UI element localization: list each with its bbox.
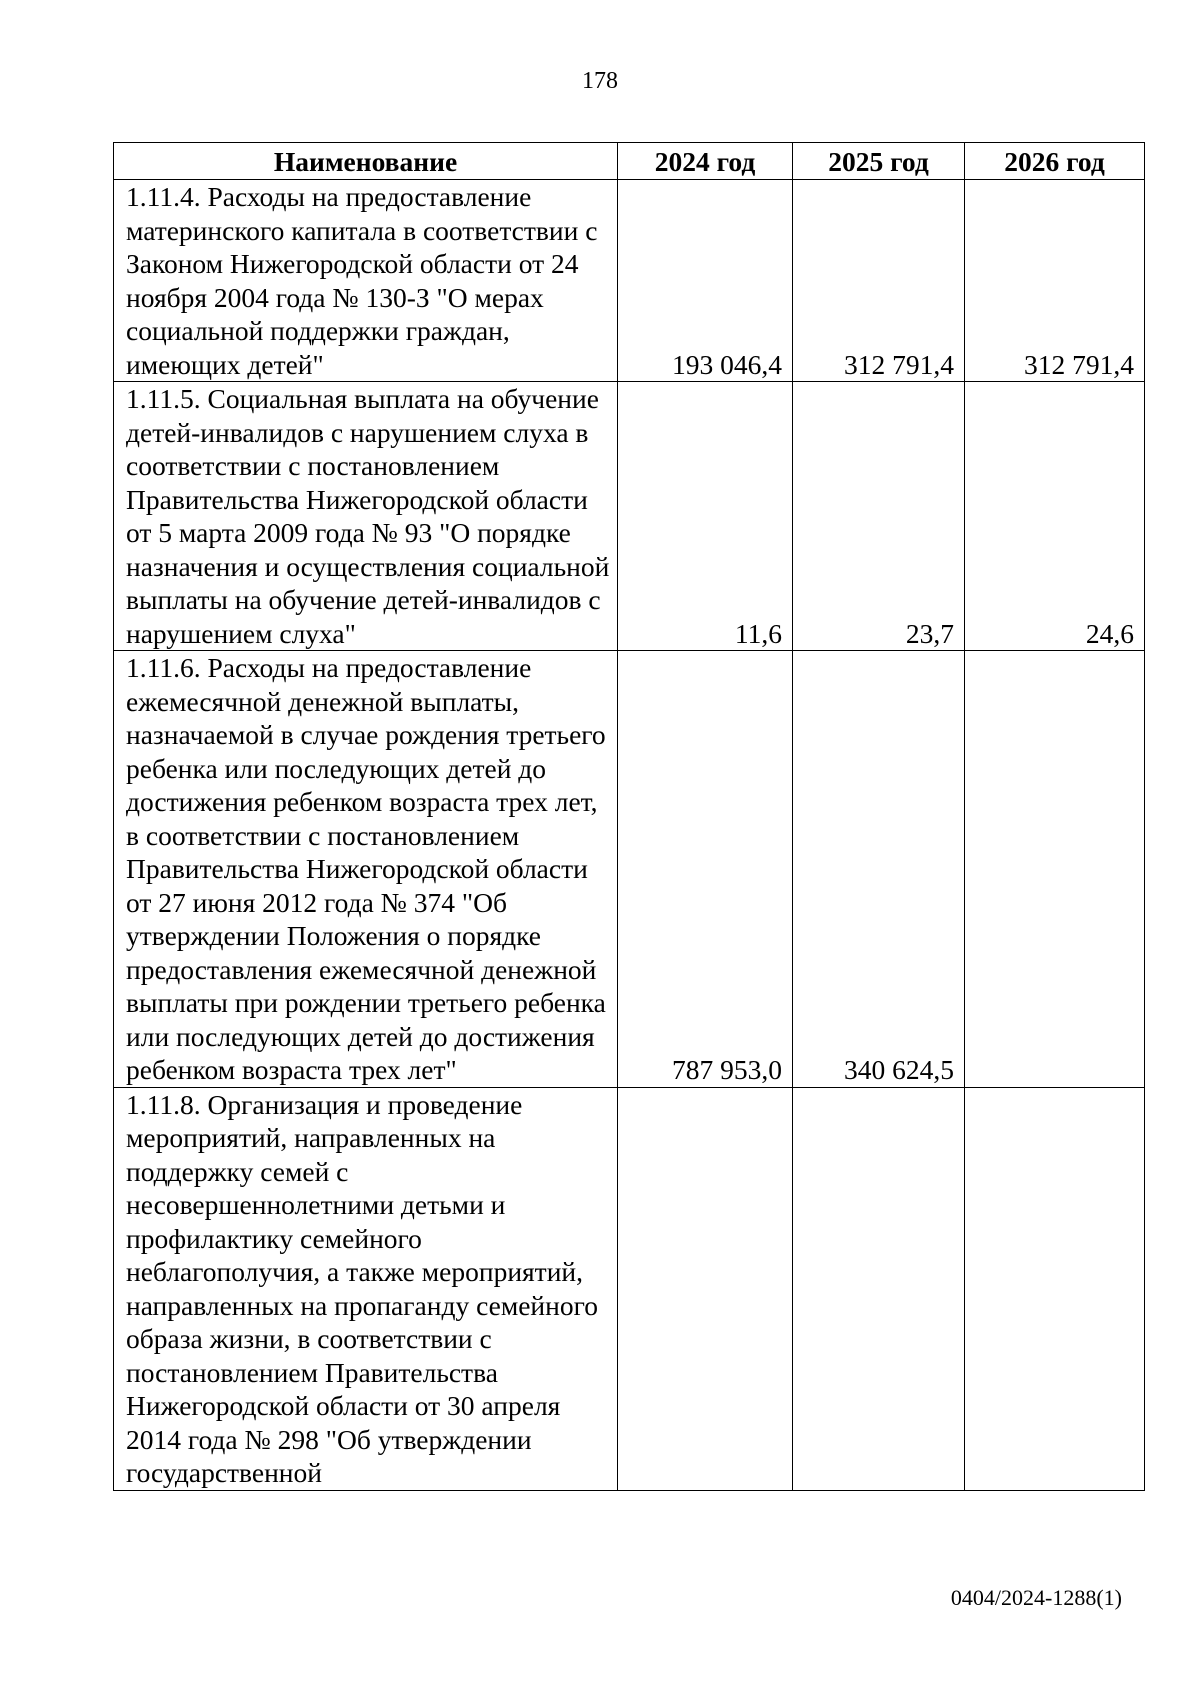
header-2026: 2026 год [965,143,1145,180]
row-name: 1.11.6. Расходы на предоставление ежемесячной денежной выплаты, назначаемой в случае рождения третьего ребенка или последующих детей до достижения ребенком возраста трех лет, в соответствии с постановлением Правительства Нижегородской области от 27 июня 2012 года № 374 "Об утверждении Положения о порядке предоставления ежемесячной денежной выплаты при рождении третьего ребенка или последующих детей до достижения ребенком возраста трех лет" [114,651,618,1088]
budget-table [113,142,1145,1491]
row-value-2024: 787 953,0 [618,651,793,1088]
table-header-row [114,143,1145,180]
header-2025: 2025 год [793,143,965,180]
row-value-2024: 11,6 [618,382,793,651]
row-value-2026 [965,1087,1145,1490]
row-name: 1.11.4. Расходы на предоставление материнского капитала в соответствии с Законом Нижегородской области от 24 ноября 2004 года № 130-З "О мерах социальной поддержки граждан, имеющих детей" [114,180,618,382]
row-value-2025: 23,7 [793,382,965,651]
row-value-2026 [965,651,1145,1088]
table-row [114,1087,1145,1490]
row-value-2026: 24,6 [965,382,1145,651]
row-value-2025 [793,1087,965,1490]
page-number: 178 [582,68,618,94]
row-value-2026: 312 791,4 [965,180,1145,382]
row-value-2024 [618,1087,793,1490]
table-row [114,382,1145,651]
row-value-2025: 312 791,4 [793,180,965,382]
row-name: 1.11.8. Организация и проведение мероприятий, направленных на поддержку семей с несовершеннолетними детьми и профилактику семейного неблагополучия, а также мероприятий, направленных на пропаганду семейного образа жизни, в соответствии с постановлением Правительства Нижегородской области от 30 апреля 2014 года № 298 "Об утверждении государственной [114,1087,618,1490]
table-row [114,651,1145,1088]
header-name: Наименование [114,143,618,180]
header-2024: 2024 год [618,143,793,180]
row-value-2025: 340 624,5 [793,651,965,1088]
document-code: 0404/2024-1288(1) [950,1585,1122,1610]
table-row [114,180,1145,382]
row-name: 1.11.5. Социальная выплата на обучение детей-инвалидов с нарушением слуха в соответствии с постановлением Правительства Нижегородской области от 5 марта 2009 года № 93 "О порядке назначения и осуществления социальной выплаты на обучение детей-инвалидов с нарушением слуха" [114,382,618,651]
row-value-2024: 193 046,4 [618,180,793,382]
